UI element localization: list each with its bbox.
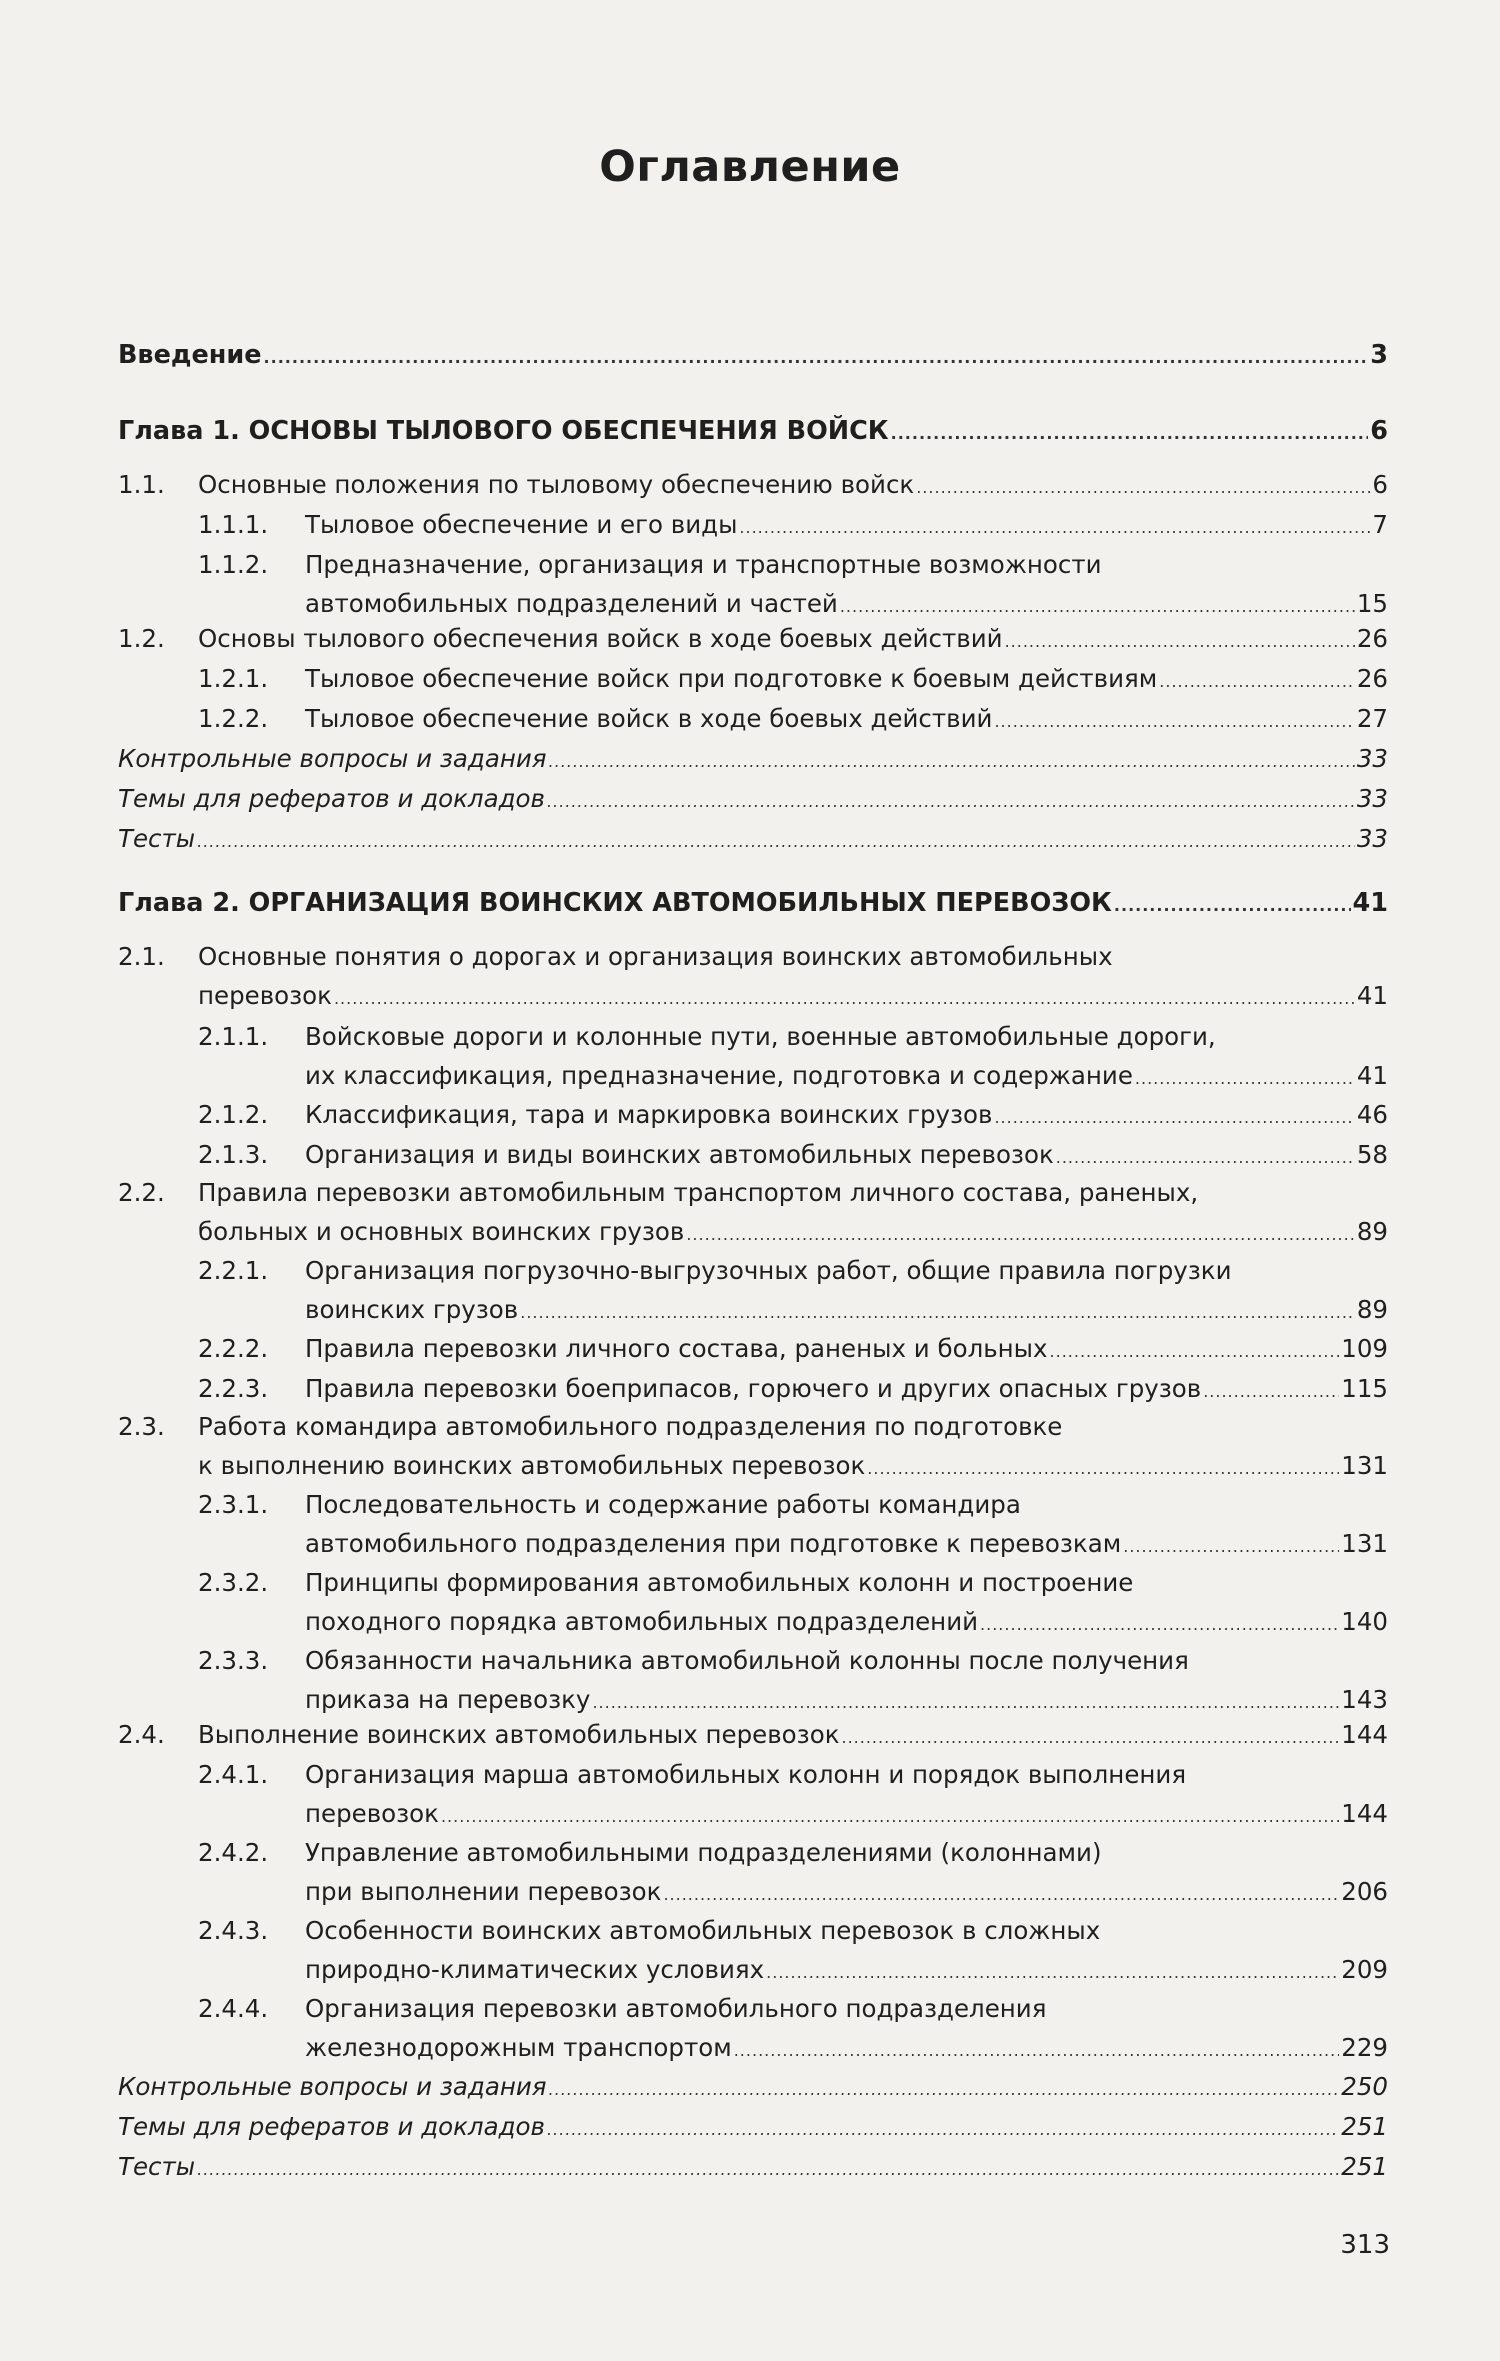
toc-entry-title: Основные положения по тыловому обеспечению войск — [198, 470, 915, 499]
toc-entry-page: 27 — [1356, 704, 1388, 733]
dot-leader — [592, 1688, 1339, 1718]
dot-leader — [264, 343, 1369, 373]
toc-entry-number: 2.4.3. — [198, 1916, 269, 1945]
dot-leader — [1056, 1143, 1355, 1173]
dot-leader — [739, 513, 1370, 543]
dot-leader — [980, 1610, 1339, 1640]
page-title: Оглавление — [599, 142, 901, 192]
toc-entry-number: 2.1.1. — [198, 1022, 269, 1051]
toc-entry-number: 2.1.3. — [198, 1140, 269, 1169]
toc-entry-page: 26 — [1356, 624, 1388, 653]
toc-entry-page: 131 — [1341, 1529, 1388, 1558]
toc-entry-title: Темы для рефератов и докладов — [118, 784, 545, 813]
toc-entry-title: Глава 2. ОРГАНИЗАЦИЯ ВОИНСКИХ АВТОМОБИЛЬНЫХ ПЕРЕВОЗОК — [118, 888, 1112, 918]
toc-entry-title: Основные понятия о дорогах и организация воинских автомобильных — [198, 942, 1113, 971]
toc-entry-page: 109 — [1341, 1334, 1388, 1363]
toc-entry-title: Предназначение, организация и транспортные возможности — [305, 550, 1102, 579]
toc-entry-title: Обязанности начальника автомобильной колонны после получения — [305, 1646, 1189, 1675]
toc-entry-page: 6 — [1370, 416, 1388, 446]
toc-entry-title: Основы тылового обеспечения войск в ходе боевых действий — [198, 624, 1003, 653]
toc-entry-title: автомобильных подразделений и частей — [305, 589, 838, 618]
dot-leader — [686, 1220, 1354, 1250]
toc-entry-page: 144 — [1341, 1799, 1388, 1828]
toc-entry-title: Правила перевозки личного состава, раненых и больных — [305, 1334, 1048, 1363]
toc-entry-page: 33 — [1356, 744, 1388, 773]
toc-entry-title: перевозок — [305, 1799, 439, 1828]
toc-entry-title: автомобильного подразделения при подготовке к перевозкам — [305, 1529, 1122, 1558]
toc-entry-page: 41 — [1356, 1061, 1388, 1090]
toc-entry-title: Правила перевозки автомобильным транспортом личного состава, раненых, — [198, 1178, 1199, 1207]
toc-entry-number: 2.3.3. — [198, 1646, 269, 1675]
dot-leader — [994, 707, 1354, 737]
dot-leader — [734, 2036, 1340, 2066]
toc-entry-page: 15 — [1356, 589, 1388, 618]
dot-leader — [916, 473, 1370, 503]
toc-entry-page: 229 — [1341, 2033, 1388, 2062]
dot-leader — [549, 2075, 1340, 2105]
dot-leader — [441, 1802, 1339, 1832]
toc-entry-number: 2.4.4. — [198, 1994, 269, 2023]
toc-entry-title: Контрольные вопросы и задания — [118, 744, 547, 773]
toc-entry-number: 2.3.1. — [198, 1490, 269, 1519]
toc-entry-title: Темы для рефератов и докладов — [118, 2112, 545, 2141]
toc-entry-page: 144 — [1341, 1720, 1388, 1749]
toc-entry-page: 89 — [1356, 1295, 1388, 1324]
dot-leader — [520, 1298, 1355, 1328]
toc-entry-title: Выполнение воинских автомобильных перевозок — [198, 1720, 840, 1749]
toc-entry-number: 2.4.2. — [198, 1838, 269, 1867]
toc-entry-title: Введение — [118, 340, 262, 370]
toc-entry-number: 2.4. — [118, 1720, 165, 1749]
toc-entry-title: Войсковые дороги и колонные пути, военные автомобильные дороги, — [305, 1022, 1216, 1051]
toc-entry-page: 250 — [1341, 2072, 1388, 2101]
toc-entry-title: Глава 1. ОСНОВЫ ТЫЛОВОГО ОБЕСПЕЧЕНИЯ ВОЙСК — [118, 416, 889, 446]
toc-entry-number: 1.2.2. — [198, 704, 269, 733]
dot-leader — [766, 1958, 1339, 1988]
toc-entry-title: Принципы формирования автомобильных колонн и построение — [305, 1568, 1134, 1597]
toc-entry-title: больных и основных воинских грузов — [198, 1217, 685, 1246]
dot-leader — [840, 592, 1355, 622]
toc-entry-number: 1.2. — [118, 624, 165, 653]
dot-leader — [867, 1454, 1339, 1484]
toc-entry-title: Классификация, тара и маркировка воинских грузов — [305, 1100, 993, 1129]
dot-leader — [334, 984, 1355, 1014]
toc-entry-title: Организация перевозки автомобильного подразделения — [305, 1994, 1047, 2023]
dot-leader — [197, 827, 1355, 857]
toc-entry-page: 58 — [1356, 1140, 1388, 1169]
toc-entry-number: 2.3. — [118, 1412, 165, 1441]
toc-entry-title: природно-климатических условиях — [305, 1955, 765, 1984]
dot-leader — [547, 2115, 1339, 2145]
dot-leader — [197, 2155, 1339, 2185]
toc-entry-page: 26 — [1356, 664, 1388, 693]
toc-entry-page: 143 — [1341, 1685, 1388, 1714]
dot-leader — [549, 747, 1355, 777]
toc-entry-page: 251 — [1341, 2152, 1388, 2181]
toc-entry-title: Организация погрузочно-выгрузочных работ, общие правила погрузки — [305, 1256, 1232, 1285]
toc-entry-page: 7 — [1372, 510, 1388, 539]
dot-leader — [1123, 1532, 1339, 1562]
toc-entry-title: Тесты — [118, 824, 196, 853]
dot-leader — [1203, 1377, 1339, 1407]
toc-entry-page: 115 — [1341, 1374, 1388, 1403]
toc-entry-title: Особенности воинских автомобильных перевозок в сложных — [305, 1916, 1101, 1945]
toc-entry-page: 209 — [1341, 1955, 1388, 1984]
dot-leader — [1159, 667, 1355, 697]
toc-entry-title: Управление автомобильными подразделениями (колоннами) — [305, 1838, 1102, 1867]
toc-entry-page: 251 — [1341, 2112, 1388, 2141]
toc-entry-title: железнодорожным транспортом — [305, 2033, 732, 2062]
toc-entry-title: Правила перевозки боеприпасов, горючего и других опасных грузов — [305, 1374, 1202, 1403]
toc-entry-title: Тыловое обеспечение войск при подготовке к боевым действиям — [305, 664, 1158, 693]
toc-entry-page: 131 — [1341, 1451, 1388, 1480]
toc-entry-page: 3 — [1370, 340, 1388, 370]
toc-entry-number: 1.1.1. — [198, 510, 269, 539]
toc-entry-number: 2.2.1. — [198, 1256, 269, 1285]
toc-entry-title: Организация марша автомобильных колонн и порядок выполнения — [305, 1760, 1187, 1789]
toc-entry-number: 2.2.3. — [198, 1374, 269, 1403]
toc-entry-number: 2.1. — [118, 942, 165, 971]
toc-entry-title: воинских грузов — [305, 1295, 519, 1324]
toc-entry-number: 1.1.2. — [198, 550, 269, 579]
toc-entry-number: 1.1. — [118, 470, 165, 499]
toc-entry-title: их классификация, предназначение, подготовка и содержание — [305, 1061, 1133, 1090]
toc-entry-page: 41 — [1356, 981, 1388, 1010]
dot-leader — [1135, 1064, 1355, 1094]
dot-leader — [1005, 627, 1355, 657]
toc-entry-page: 206 — [1341, 1877, 1388, 1906]
toc-entry-number: 2.2. — [118, 1178, 165, 1207]
toc-entry-title: походного порядка автомобильных подразделений — [305, 1607, 979, 1636]
toc-entry-title: Последовательность и содержание работы командира — [305, 1490, 1021, 1519]
toc-entry-number: 2.3.2. — [198, 1568, 269, 1597]
toc-entry-title: Тесты — [118, 2152, 196, 2181]
dot-leader — [1050, 1337, 1340, 1367]
toc-entry-title: перевозок — [198, 981, 332, 1010]
toc-entry-title: к выполнению воинских автомобильных перевозок — [198, 1451, 866, 1480]
toc-entry-page: 46 — [1356, 1100, 1388, 1129]
toc-entry-title: Организация и виды воинских автомобильных перевозок — [305, 1140, 1054, 1169]
toc-entry-page: 89 — [1356, 1217, 1388, 1246]
page-number: 313 — [1340, 2230, 1390, 2260]
dot-leader — [891, 419, 1369, 449]
toc-entry-title: Тыловое обеспечение и его виды — [305, 510, 738, 539]
toc-entry-title: Тыловое обеспечение войск в ходе боевых действий — [305, 704, 993, 733]
toc-entry-title: Работа командира автомобильного подразделения по подготовке — [198, 1412, 1063, 1441]
toc-entry-page: 41 — [1352, 888, 1388, 918]
toc-entry-title: Контрольные вопросы и задания — [118, 2072, 547, 2101]
toc-entry-number: 2.2.2. — [198, 1334, 269, 1363]
dot-leader — [994, 1103, 1354, 1133]
dot-leader — [1114, 891, 1351, 921]
toc-entry-number: 2.1.2. — [198, 1100, 269, 1129]
toc-entry-page: 33 — [1356, 824, 1388, 853]
toc-entry-title: приказа на перевозку — [305, 1685, 591, 1714]
toc-entry-number: 1.2.1. — [198, 664, 269, 693]
toc-entry-title: при выполнении перевозок — [305, 1877, 662, 1906]
dot-leader — [842, 1723, 1340, 1753]
dot-leader — [663, 1880, 1339, 1910]
toc-entry-page: 140 — [1341, 1607, 1388, 1636]
dot-leader — [547, 787, 1355, 817]
toc-entry-page: 33 — [1356, 784, 1388, 813]
toc-entry-number: 2.4.1. — [198, 1760, 269, 1789]
toc-entry-page: 6 — [1372, 470, 1388, 499]
